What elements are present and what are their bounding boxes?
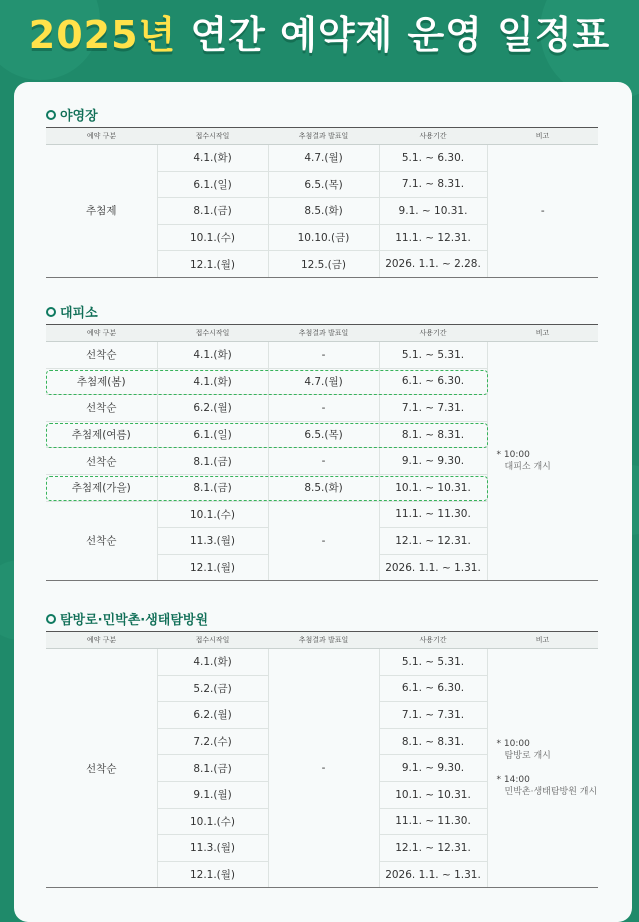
cell-start: 5.2.(금): [157, 675, 268, 702]
cell-period: 7.1. ~ 7.31.: [379, 395, 487, 422]
section-campground: [46, 105, 598, 278]
bullet-icon: [46, 307, 56, 317]
cell-result: 12.5.(금): [268, 251, 379, 278]
header-period: 사용기간: [379, 128, 487, 145]
note-time: * 10:00: [496, 450, 530, 461]
schedule-table: [46, 127, 598, 278]
cell-result: -: [268, 342, 379, 369]
title-text: 연간 예약제 운영 일정표: [190, 13, 611, 57]
cell-category: 선착순: [46, 342, 157, 369]
cell-period: 9.1. ~ 9.30.: [379, 448, 487, 475]
cell-period: 9.1. ~ 9.30.: [379, 755, 487, 782]
cell-start: 4.1.(화): [157, 342, 268, 369]
header-start: 접수시작일: [157, 128, 268, 145]
cell-period: 8.1. ~ 8.31.: [379, 421, 487, 448]
section-trail-lodging: [46, 609, 598, 888]
header-result: 추첨결과 발표일: [268, 128, 379, 145]
table-row: [46, 649, 598, 676]
header-note: 비고: [487, 128, 598, 145]
table-header-row: [46, 325, 598, 342]
cell-start: 8.1.(금): [157, 448, 268, 475]
cell-start: 11.3.(월): [157, 835, 268, 862]
cell-period: 2026. 1.1. ~ 1.31.: [379, 554, 487, 581]
cell-result: 8.5.(화): [268, 474, 379, 501]
cell-period: 11.1. ~ 11.30.: [379, 808, 487, 835]
cell-start: 10.1.(수): [157, 224, 268, 251]
cell-category: 선착순: [46, 395, 157, 422]
header-period: 사용기간: [379, 632, 487, 649]
header-category: 예약 구분: [46, 325, 157, 342]
header-result: 추첨결과 발표일: [268, 632, 379, 649]
cell-period: 7.1. ~ 7.31.: [379, 702, 487, 729]
cell-start: 8.1.(금): [157, 755, 268, 782]
cell-period: 11.1. ~ 11.30.: [379, 501, 487, 528]
cell-result: 4.7.(월): [268, 368, 379, 395]
table-row: [46, 145, 598, 172]
cell-category: 추첨제(가을): [46, 474, 157, 501]
cell-period: 10.1. ~ 10.31.: [379, 474, 487, 501]
header-result: 추첨결과 발표일: [268, 325, 379, 342]
cell-period: 9.1. ~ 10.31.: [379, 198, 487, 225]
section-header: [46, 302, 598, 324]
page-title: [0, 4, 639, 59]
cell-period: 10.1. ~ 10.31.: [379, 781, 487, 808]
note-time: * 10:00: [496, 739, 530, 750]
header-start: 접수시작일: [157, 632, 268, 649]
cell-category: 추첨제(여름): [46, 421, 157, 448]
cell-start: 6.1.(일): [157, 421, 268, 448]
header-note: 비고: [487, 325, 598, 342]
title-year: 2025년: [28, 13, 177, 57]
section-title: 야영장: [60, 109, 98, 124]
note-desc: 대피소 개시: [504, 462, 551, 473]
cell-period: 5.1. ~ 5.31.: [379, 649, 487, 676]
cell-result: -: [268, 649, 379, 888]
cell-start: 11.3.(월): [157, 528, 268, 555]
cell-note: [487, 342, 598, 581]
cell-result: -: [268, 501, 379, 581]
section-shelter: [46, 302, 598, 581]
cell-start: 6.1.(일): [157, 171, 268, 198]
cell-start: 8.1.(금): [157, 474, 268, 501]
cell-category: 추첨제: [46, 145, 157, 278]
table-row: [46, 342, 598, 369]
header-start: 접수시작일: [157, 325, 268, 342]
table-header-row: [46, 632, 598, 649]
cell-period: 2026. 1.1. ~ 1.31.: [379, 861, 487, 888]
cell-result: 8.5.(화): [268, 198, 379, 225]
section-header: [46, 105, 598, 127]
cell-start: 12.1.(월): [157, 554, 268, 581]
bullet-icon: [46, 110, 56, 120]
header-category: 예약 구분: [46, 632, 157, 649]
cell-period: 5.1. ~ 5.31.: [379, 342, 487, 369]
cell-result: 6.5.(목): [268, 421, 379, 448]
cell-result: 4.7.(월): [268, 145, 379, 172]
cell-start: 12.1.(월): [157, 251, 268, 278]
cell-category: 선착순: [46, 448, 157, 475]
cell-start: 8.1.(금): [157, 198, 268, 225]
cell-result: 6.5.(목): [268, 171, 379, 198]
cell-period: 6.1. ~ 6.30.: [379, 368, 487, 395]
cell-note: -: [487, 145, 598, 278]
cell-start: 4.1.(화): [157, 368, 268, 395]
cell-start: 4.1.(화): [157, 649, 268, 676]
cell-start: 6.2.(월): [157, 702, 268, 729]
section-header: [46, 609, 598, 631]
section-title: 탐방로·민박촌·생태탐방원: [60, 613, 209, 628]
cell-category: 선착순: [46, 649, 157, 888]
cell-period: 8.1. ~ 8.31.: [379, 728, 487, 755]
cell-period: 7.1. ~ 8.31.: [379, 171, 487, 198]
cell-result: -: [268, 448, 379, 475]
schedule-table: [46, 324, 598, 581]
cell-start: 10.1.(수): [157, 808, 268, 835]
header-note: 비고: [487, 632, 598, 649]
cell-category: 추첨제(봄): [46, 368, 157, 395]
cell-start: 7.2.(수): [157, 728, 268, 755]
cell-start: 9.1.(월): [157, 781, 268, 808]
cell-period: 2026. 1.1. ~ 2.28.: [379, 251, 487, 278]
cell-start: 10.1.(수): [157, 501, 268, 528]
note-desc: 탐방로 개시: [504, 751, 551, 762]
cell-start: 6.2.(월): [157, 395, 268, 422]
cell-period: 11.1. ~ 12.31.: [379, 224, 487, 251]
header-period: 사용기간: [379, 325, 487, 342]
section-title: 대피소: [60, 306, 98, 321]
cell-period: 12.1. ~ 12.31.: [379, 835, 487, 862]
cell-result: 10.10.(금): [268, 224, 379, 251]
cell-start: 4.1.(화): [157, 145, 268, 172]
note-time: * 14:00: [496, 775, 530, 786]
header-category: 예약 구분: [46, 128, 157, 145]
cell-result: -: [268, 395, 379, 422]
bullet-icon: [46, 614, 56, 624]
cell-period: 12.1. ~ 12.31.: [379, 528, 487, 555]
cell-note: [487, 649, 598, 888]
cell-start: 12.1.(월): [157, 861, 268, 888]
table-header-row: [46, 128, 598, 145]
cell-period: 6.1. ~ 6.30.: [379, 675, 487, 702]
schedule-table: [46, 631, 598, 888]
cell-period: 5.1. ~ 6.30.: [379, 145, 487, 172]
note-desc: 민박촌·생태탐방원 개시: [504, 787, 598, 798]
cell-category: 선착순: [46, 501, 157, 581]
